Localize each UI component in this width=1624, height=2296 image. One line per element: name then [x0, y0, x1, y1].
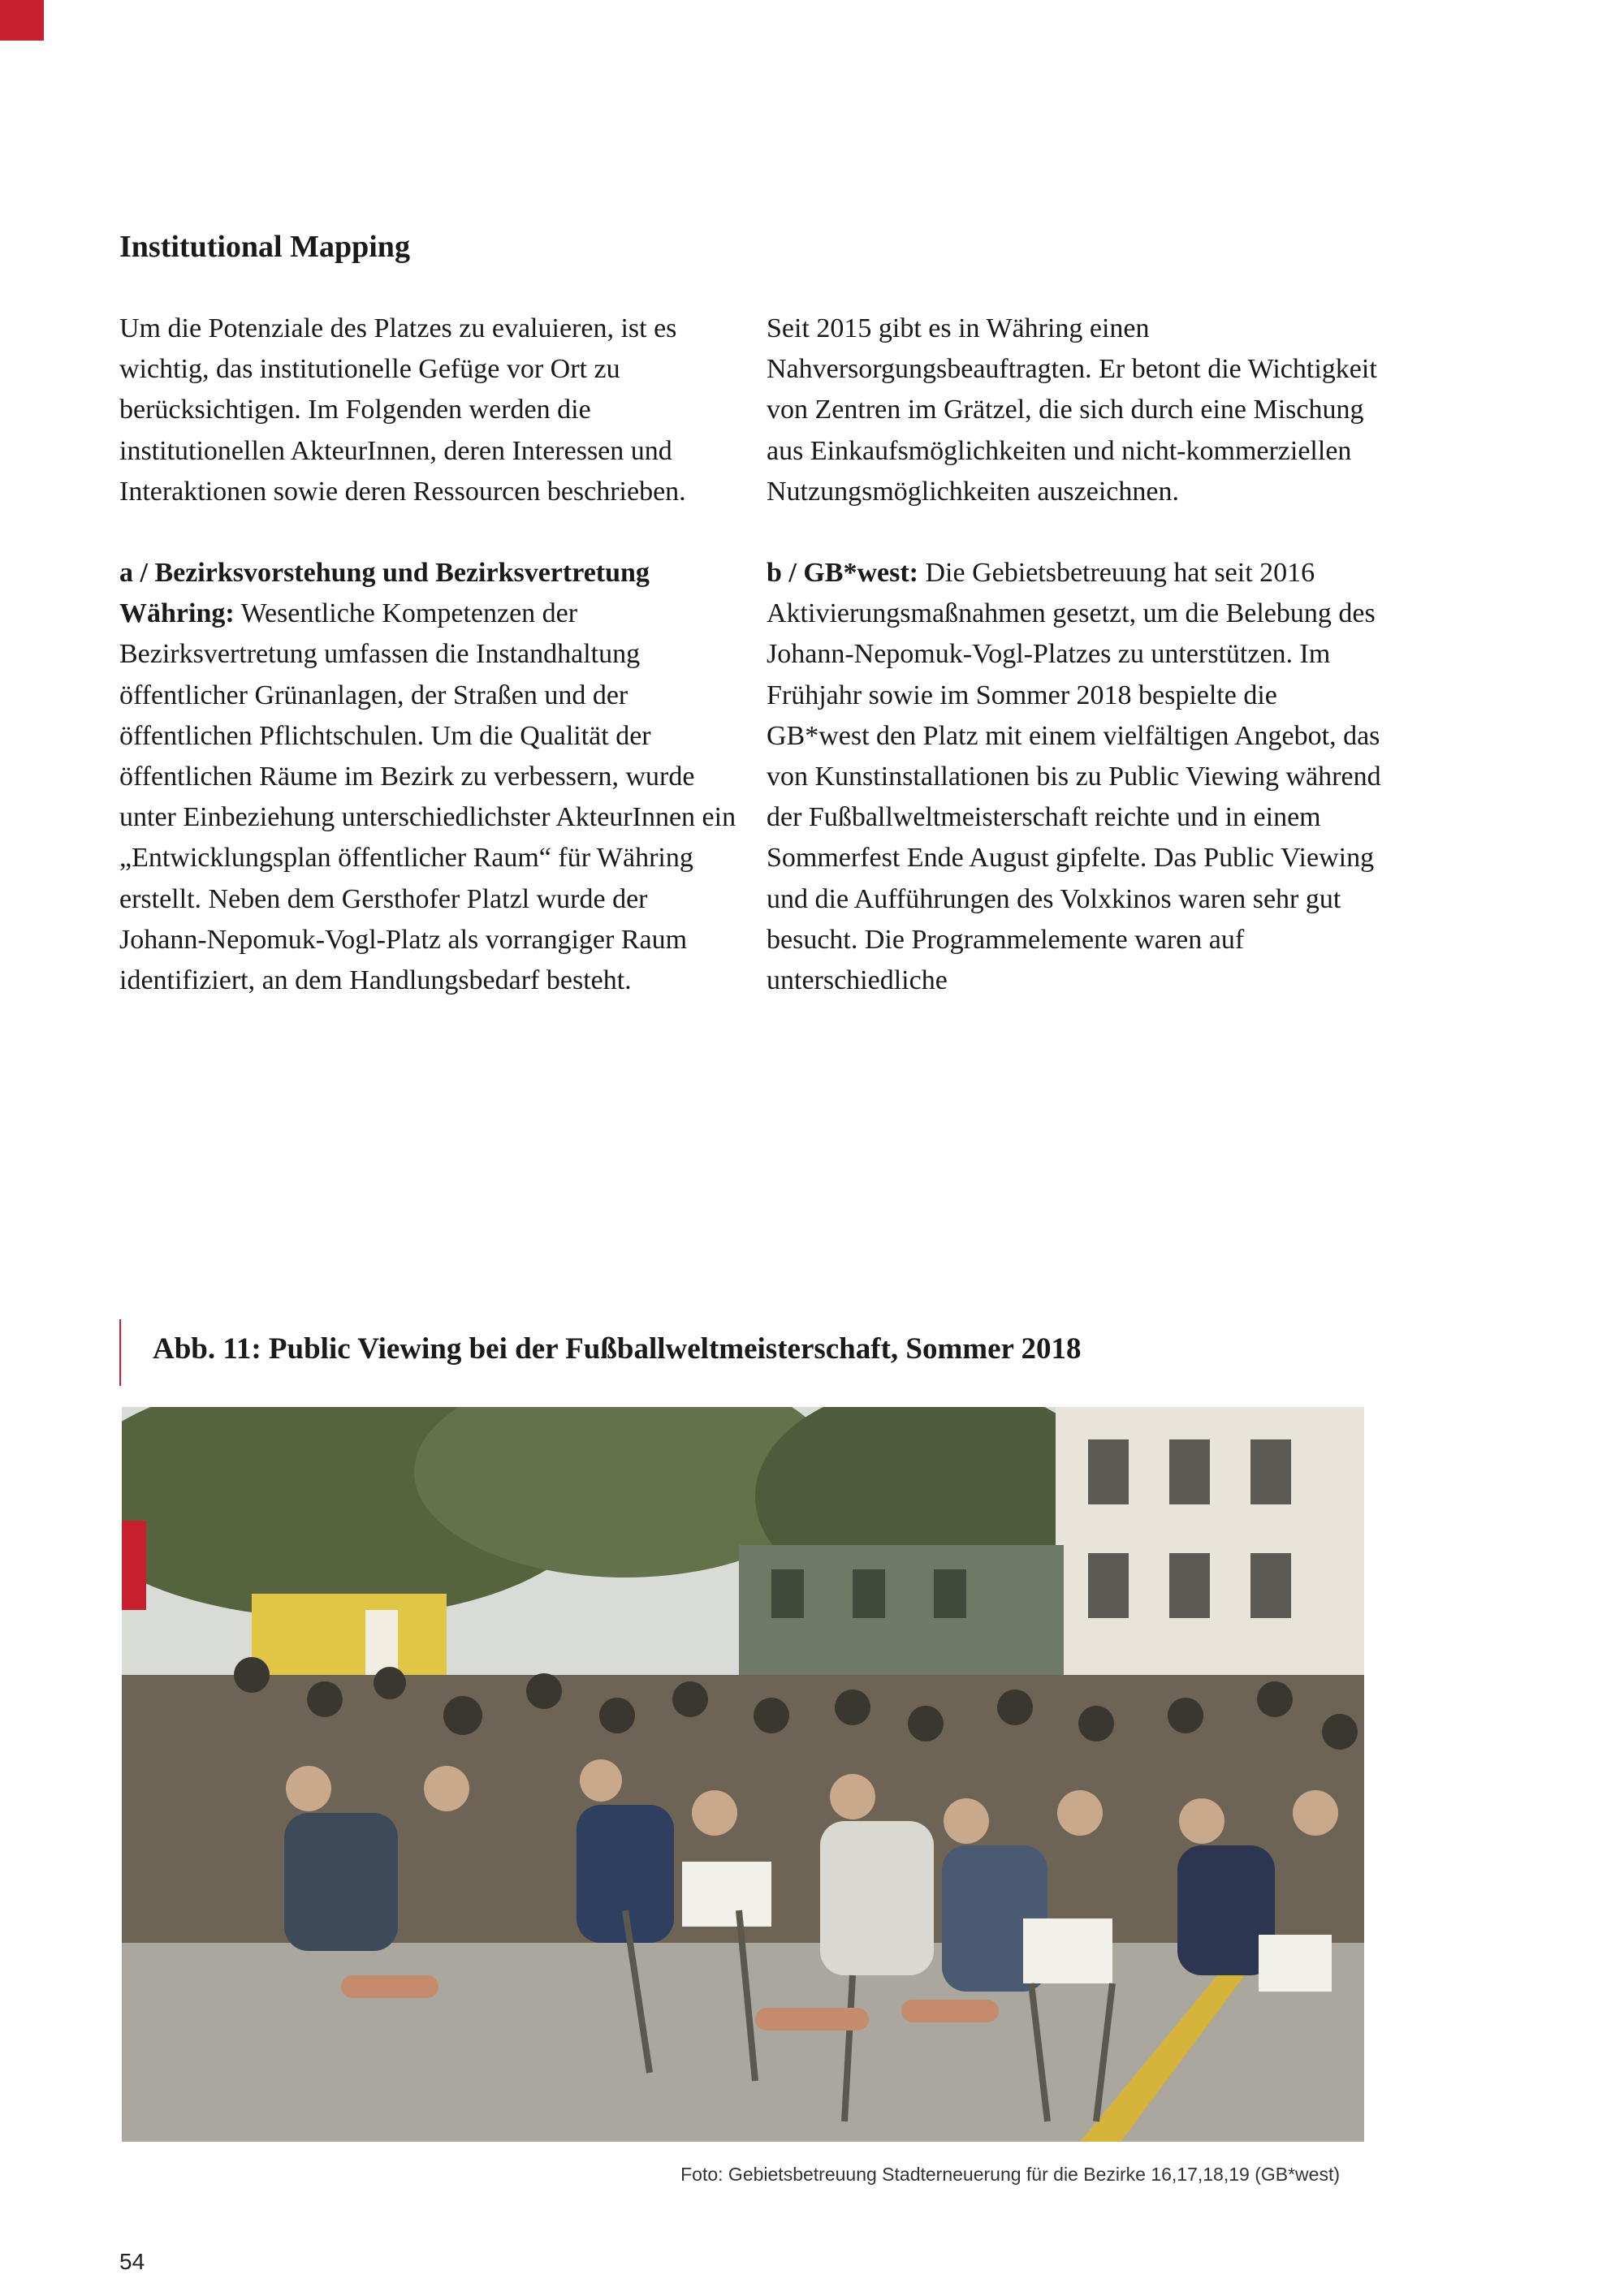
paragraph-a-lead: a / Bezirksvorstehung und Bezirksvertretung Währing:	[119, 558, 650, 629]
left-column	[119, 309, 736, 1001]
section-title: Institutional Mapping	[119, 230, 410, 264]
paragraph-gap	[119, 512, 736, 553]
caption-accent-bar	[119, 1319, 121, 1386]
paragraph-b	[767, 553, 1384, 1001]
paragraph-gap	[767, 512, 1384, 553]
corner-accent-mark	[0, 0, 44, 41]
paragraph-b-lead: b / GB*west:	[767, 558, 918, 589]
left-intro-paragraph: Um die Potenziale des Platzes zu evaluieren, ist es wichtig, das institutionelle Gefüge vor Ort zu berücksichtigen. Im Folgenden werden die institutionellen AkteurInnen, deren Interessen und Interaktionen sowie deren Ressourcen beschrieben.	[119, 313, 686, 507]
paragraph-a	[119, 553, 736, 1001]
paragraph-b-text: Die Gebietsbetreuung hat seit 2016 Aktivierungsmaßnahmen gesetzt, um die Belebung des Johann-Nepomuk-Vogl-Platzes zu unterstützen. Im Frühjahr sowie im Sommer 2018 bespielte die GB*west den Platz mit einem vielfältigen Angebot, das von Kunstinstallationen bis zu Public Viewing während der Fußballweltmeisterschaft reichte und in einem Sommerfest Ende August gipfelte. Das Public Viewing und die Aufführungen des Volxkinos waren sehr gut besucht. Die Programmelemente waren auf unterschiedliche	[767, 558, 1381, 996]
right-intro-paragraph: Seit 2015 gibt es in Währing einen Nahversorgungsbeauftragten. Er betont die Wichtigkeit von Zentren im Grätzel, die sich durch eine Mischung aus Einkaufsmöglichkeiten und nicht-kommerziellen Nutzungsmöglichkeiten auszeichnen.	[767, 313, 1377, 507]
right-column	[767, 309, 1384, 1001]
photo-illustration	[122, 1407, 1364, 2142]
paragraph-a-text: Wesentliche Kompetenzen der Bezirksvertretung umfassen die Instandhaltung öffentlicher Grünanlagen, der Straßen und der öffentlichen Pflichtschulen. Um die Qualität der öffentlichen Räume im Bezirk zu verbessern, wurde unter Einbeziehung unterschiedlichster AkteurInnen ein „Entwicklungsplan öffentlicher Raum“ für Währing erstellt. Neben dem Gersthofer Platzl wurde der Johann-Nepomuk-Vogl-Platz als vorrangiger Raum identifiziert, an dem Handlungsbedarf besteht.	[119, 598, 736, 996]
figure-caption: Abb. 11: Public Viewing bei der Fußballweltmeisterschaft, Sommer 2018	[153, 1332, 1082, 1366]
page-number: 54	[119, 2249, 145, 2274]
public-viewing-photo	[122, 1407, 1364, 2142]
photo-credit: Foto: Gebietsbetreuung Stadterneuerung für die Bezirke 16,17,18,19 (GB*west)	[680, 2164, 1340, 2185]
